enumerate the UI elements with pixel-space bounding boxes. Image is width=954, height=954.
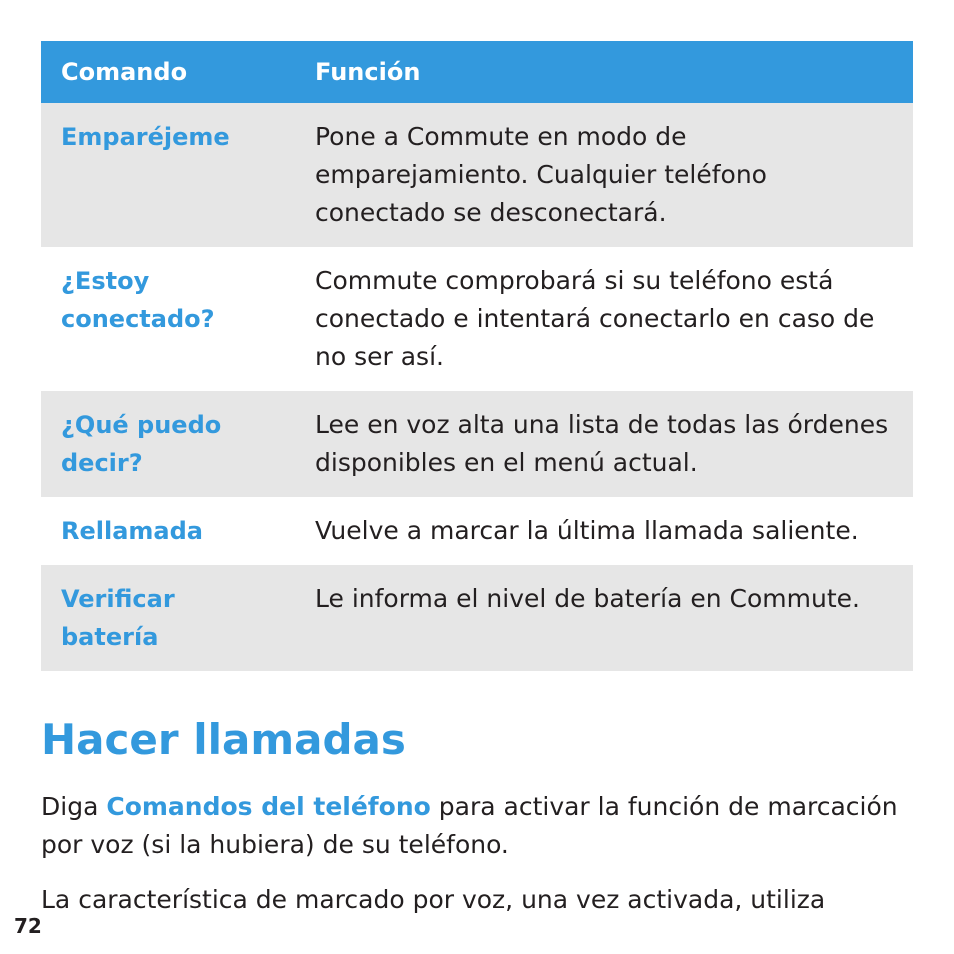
- header-function: Función: [295, 41, 913, 103]
- header-command: Comando: [41, 41, 295, 103]
- body-paragraph: La característica de marcado por voz, una vez activada, utiliza: [41, 885, 826, 914]
- command-cell: ¿Qué puedo decir?: [41, 391, 295, 497]
- command-cell: Verificar batería: [41, 565, 295, 671]
- function-cell: Commute comprobará si su teléfono está conectado e intentará conectarlo en caso de no ser así.: [315, 266, 875, 371]
- command-cell: Emparéjeme: [41, 103, 295, 247]
- intro-text-after: para activar la función de marcación por voz (si la hubiera) de su teléfono.: [41, 792, 898, 859]
- commands-table: [41, 41, 913, 671]
- function-cell: Le informa el nivel de batería en Commute.: [295, 565, 913, 671]
- table-row: [41, 497, 913, 565]
- inline-command: Comandos del teléfono: [106, 792, 431, 821]
- table-row: [41, 103, 913, 247]
- table-header-row: [41, 41, 913, 103]
- section-title: Hacer llamadas: [41, 715, 406, 764]
- table-row: [41, 247, 913, 391]
- intro-paragraph: [41, 788, 921, 864]
- intro-text-before: Diga: [41, 792, 107, 821]
- table-row: [41, 391, 913, 497]
- function-cell: Lee en voz alta una lista de todas las órdenes disponibles en el menú actual.: [295, 391, 913, 497]
- table-row: [41, 565, 913, 671]
- command-cell: ¿Estoy conectado?: [61, 267, 215, 333]
- function-cell: Vuelve a marcar la última llamada saliente.: [315, 516, 859, 545]
- command-cell: Rellamada: [61, 517, 203, 545]
- function-cell: Pone a Commute en modo de emparejamiento. Cualquier teléfono conectado se desconectará.: [295, 103, 913, 247]
- page-number: 72: [14, 914, 42, 938]
